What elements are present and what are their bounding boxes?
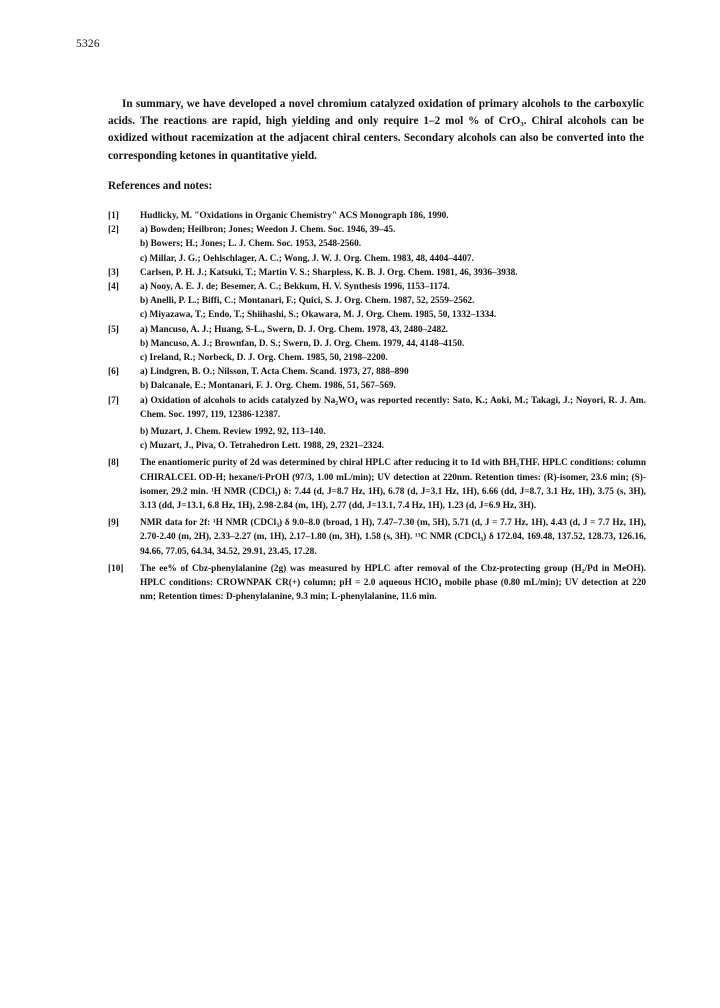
reference-item (108, 223, 646, 266)
reference-text: c) Muzart, J., Piva, O. Tetrahedron Lett. 1988, 29, 2321–2324. (140, 441, 385, 452)
reference-number: [3] (108, 267, 119, 278)
reference-number: [5] (108, 324, 119, 335)
reference-text: b) Mancuso, A. J.; Brownfan, D. S.; Swern, D. J. Org. Chem. 1979, 44, 4148–4150. (140, 338, 465, 349)
reference-item (108, 456, 646, 516)
reference-text: a) Lindgren, B. O.; Nilsson, T. Acta Chem. Scand. 1973, 27, 888–890 (140, 367, 409, 378)
reference-item (108, 209, 646, 223)
reference-text: The ee% of Cbz-phenylalanine (2g) was measured by HPLC after removal of the Cbz-protecting group (H₂/Pd in MeOH). HPLC conditions: CROWNPAK CR(+) column; pH = 2.0 aqueous HClO₄ mobile phase (0.80 mL/min); UV detection at 220 nm; Retention times: D-phenylalanine, 9.3 min; L-phenylalanine, 11.6 min. (140, 563, 646, 603)
reference-text: a) Bowden; Heilbron; Jones; Weedon J. Chem. Soc. 1946, 39–45. (140, 225, 396, 236)
reference-text: Carlsen, P. H. J.; Katsuki, T.; Martin V. S.; Sharpless, K. B. J. Org. Chem. 1981, 46, 3936–3938. (140, 267, 518, 278)
reference-text: b) Anelli, P. L.; Biffi, C.; Montanari, F.; Quici, S. J. Org. Chem. 1987, 52, 2559–2562. (140, 296, 475, 307)
reference-number: [6] (108, 367, 119, 378)
reference-text: a) Nooy, A. E. J. de; Besemer, A. C.; Bekkum, H. V. Synthesis 1996, 1153–1174. (140, 282, 450, 293)
reference-number: [4] (108, 282, 119, 293)
reference-number: [7] (108, 395, 119, 406)
reference-number: [8] (108, 458, 119, 469)
reference-number: [1] (108, 211, 119, 221)
reference-text: a) Oxidation of alcohols to acids catalyzed by Na₂WO₄ was reported recently: Sato, K.; Aoki, M.; Takagi, J.; Noyori, R. J. Am. Chem. Soc. 1997, 119, 12386-12387. (140, 395, 646, 420)
reference-text: b) Muzart, J. Chem. Review 1992, 92, 113–140. (140, 427, 326, 438)
reference-text: NMR data for 2f: ¹H NMR (CDCl₃) δ 9.0–8.0 (broad, 1 H), 7.47–7.30 (m, 5H), 5.71 (d, J = 7.7 Hz, 1H), 4.43 (d, J = 7.7 Hz, 1H), 2.70-2.40 (m, 2H), 2.33–2.27 (m, 1H), 2.17–1.80 (m, 3H), 1.58 (s, 3H). ¹³C NMR (CDCl₃) δ 172.04, 169.48, 137.52, 128.73, 126.16, 94.66, 77.05, 64.34, 34.52, 29.91, 23.45, 17.28. (140, 518, 646, 557)
reference-text: a) Mancuso, A. J.; Huang, S-L., Swern, D. J. Org. Chem. 1978, 43, 2480–2482. (140, 324, 449, 335)
reference-text: b) Bowers; H.; Jones; L. J. Chem. Soc. 1953, 2548-2560. (140, 239, 362, 250)
reference-text: b) Dalcanale, E.; Montanari, F. J. Org. Chem. 1986, 51, 567–569. (140, 381, 396, 392)
reference-list (108, 209, 646, 607)
reference-item (108, 266, 646, 280)
reference-number: [9] (108, 518, 119, 529)
reference-item (108, 323, 646, 366)
reference-text: c) Millar, J. G.; Oehlschlager, A. C.; Wong, J. W. J. Org. Chem. 1983, 48, 4404–4407. (140, 253, 474, 264)
page-number: 5326 (76, 38, 100, 50)
reference-text: The enantiomeric purity of 2d was determined by chiral HPLC after reducing it to 1d with BH₃THF. HPLC conditions: column CHIRALCEL OD-H; hexane/i-PrOH (97/3, 1.00 mL/min); UV detection at 220nm. Retention times: (R)-isomer, 23.6 min; (S)-isomer, 29.2 min. ¹H NMR (CDCl₃) δ: 7.44 (d, J=8.7 Hz, 1H), 6.78 (d, J=3.1 Hz, 1H), 6.66 (dd, J=8.7, 3.1 Hz, 1H), 3.75 (s, 3H), 3.13 (dd, J=13.1, 6.8 Hz, 1H), 2.98-2.84 (m, 1H), 2.77 (dd, J=13.1, 7.4 Hz, 1H), 1.23 (d, J=6.9 Hz, 3H). (140, 458, 646, 512)
reference-item (108, 394, 646, 457)
reference-item (108, 562, 646, 608)
references-heading: References and notes: (108, 180, 213, 192)
reference-number: [2] (108, 225, 119, 236)
reference-item (108, 365, 646, 393)
reference-number: [10] (108, 563, 124, 574)
reference-item (108, 280, 646, 323)
reference-text: c) Ireland, R.; Norbeck, D. J. Org. Chem. 1985, 50, 2198–2200. (140, 353, 388, 364)
summary-paragraph: In summary, we have developed a novel chromium catalyzed oxidation of primary alcohols to the carboxylic acids. The reactions are rapid, high yielding and only require 1–2 mol % of CrO₃. Chiral alcohols can be oxidized without racemization at the adjacent chiral centers. Secondary alcohols can also be converted into the corresponding ketones in quantitative yield. (108, 98, 644, 162)
reference-item (108, 516, 646, 562)
reference-text: c) Miyazawa, T.; Endo, T.; Shiihashi, S.; Okawara, M. J. Org. Chem. 1985, 50, 1332–1334. (140, 310, 497, 321)
reference-text: Hudlicky, M. "Oxidations in Organic Chemistry" ACS Monograph 186, 1990. (140, 211, 449, 221)
